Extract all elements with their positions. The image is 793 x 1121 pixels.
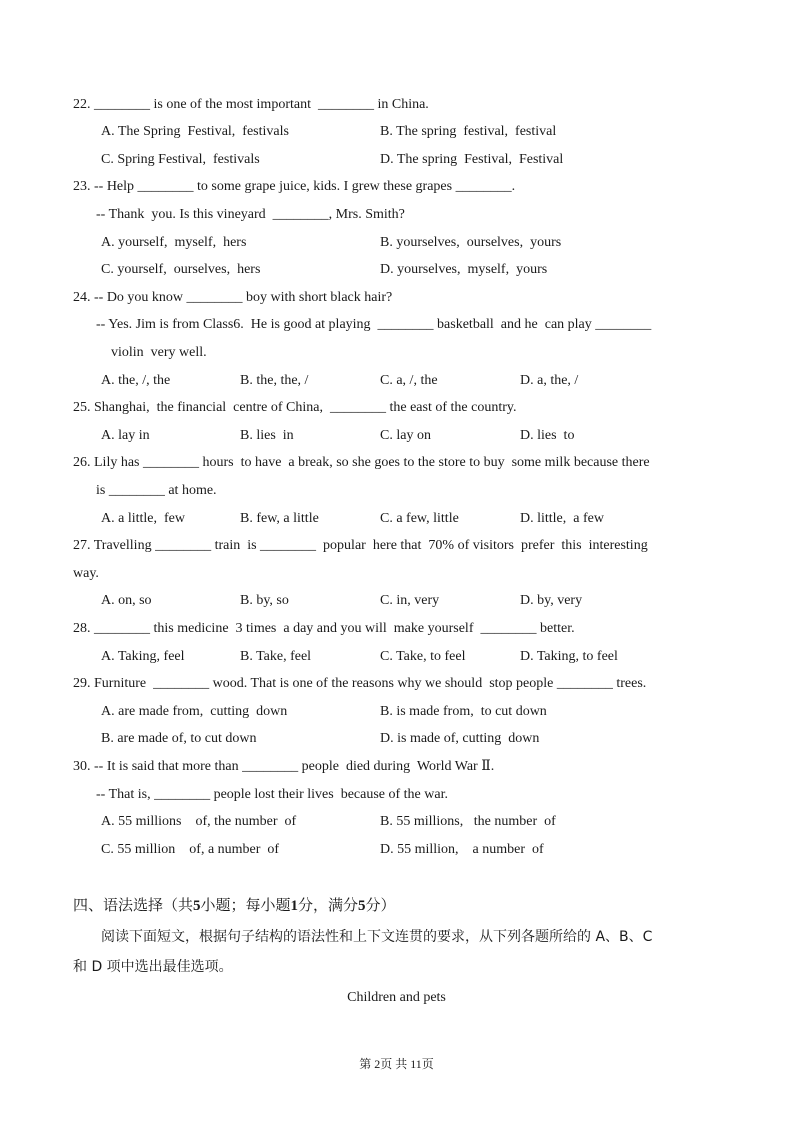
question-24-line3: violin very well. — [111, 345, 207, 360]
q29-option-a: A. are made from, cutting down — [101, 704, 288, 719]
question-22-stem: 22. ________ is one of the most important ________ in China. — [73, 97, 429, 112]
q24-option-b: B. the, the, / — [240, 373, 309, 388]
q23-option-c: C. yourself, ourselves, hers — [101, 262, 261, 277]
q29-option-c: B. are made of, to cut down — [101, 731, 257, 746]
question-24-line2: -- Yes. Jim is from Class6. He is good at playing ________ basketball and he can play ________ — [96, 317, 652, 332]
q28-option-c: C. Take, to feel — [380, 649, 466, 664]
question-29-stem: 29. Furniture ________ wood. That is one of the reasons why we should stop people ________ trees. — [73, 676, 647, 691]
q26-option-b: B. few, a little — [240, 511, 319, 526]
q23-option-d: D. yourselves, myself, yours — [380, 262, 548, 277]
q26-option-d: D. little, a few — [520, 511, 604, 526]
q22-option-b: B. The spring festival, festival — [380, 124, 557, 139]
q26-option-a: A. a little, few — [101, 511, 185, 526]
q23-option-a: A. yourself, myself, hers — [101, 235, 247, 250]
passage-title: Children and pets — [347, 990, 446, 1005]
question-23-stem: 23. -- Help ________ to some grape juice, kids. I grew these grapes ________. — [73, 179, 516, 194]
question-30-stem: 30. -- It is said that more than ________ people died during World War Ⅱ. — [73, 759, 495, 774]
q30-option-a: A. 55 millions of, the number of — [101, 814, 297, 829]
q27-option-c: C. in, very — [380, 593, 440, 608]
q25-option-a: A. lay in — [101, 428, 150, 443]
question-23-line2: -- Thank you. Is this vineyard ________, Mrs. Smith? — [96, 207, 405, 222]
section-heading — [73, 894, 396, 917]
section-instruction-line2: 和 D 项中选出最佳选项。 — [73, 959, 233, 975]
q23-option-b: B. yourselves, ourselves, yours — [380, 235, 562, 250]
question-25-stem: 25. Shanghai, the financial centre of China, ________ the east of the country. — [73, 400, 517, 415]
q22-option-c: C. Spring Festival, festivals — [101, 152, 260, 167]
question-26-line2: is ________ at home. — [96, 483, 217, 498]
q24-option-a: A. the, /, the — [101, 373, 171, 388]
q28-option-a: A. Taking, feel — [101, 649, 185, 664]
q22-option-d: D. The spring Festival, Festival — [380, 152, 564, 167]
section-heading-mid2: 分，满分 — [298, 896, 359, 914]
question-26-stem: 26. Lily has ________ hours to have a break, so she goes to the store to buy some milk because there — [73, 455, 650, 470]
q24-option-c: C. a, /, the — [380, 373, 438, 388]
section-heading-suffix: 分） — [365, 896, 396, 914]
q30-option-c: C. 55 million of, a number of — [101, 842, 280, 857]
section-heading-points-each: 1 — [290, 898, 299, 914]
q24-option-d: D. a, the, / — [520, 373, 579, 388]
q25-option-c: C. lay on — [380, 428, 431, 443]
q27-option-b: B. by, so — [240, 593, 289, 608]
q29-option-b: B. is made from, to cut down — [380, 704, 547, 719]
question-24-stem: 24. -- Do you know ________ boy with short black hair? — [73, 290, 393, 305]
q27-option-a: A. on, so — [101, 593, 152, 608]
question-27-line2: way. — [73, 566, 99, 581]
q25-option-b: B. lies in — [240, 428, 294, 443]
section-heading-mid: 小题；每小题 — [200, 896, 291, 914]
question-30-line2: -- That is, ________ people lost their lives because of the war. — [96, 787, 448, 802]
section-heading-total: 5 — [358, 898, 366, 914]
q26-option-c: C. a few, little — [380, 511, 459, 526]
q28-option-b: B. Take, feel — [240, 649, 312, 664]
q28-option-d: D. Taking, to feel — [520, 649, 618, 664]
page-footer: 第 2页 共 11页 — [359, 1057, 434, 1071]
q30-option-b: B. 55 millions, the number of — [380, 814, 556, 829]
section-instruction-line1: 阅读下面短文，根据句子结构的语法性和上下文连贯的要求，从下列各题所给的 A、B、C — [101, 929, 653, 945]
q29-option-d: D. is made of, cutting down — [380, 731, 540, 746]
section-heading-count: 5 — [193, 898, 201, 914]
question-28-stem: 28. ________ this medicine 3 times a day and you will make yourself ________ better. — [73, 621, 575, 636]
q22-option-a: A. The Spring Festival, festivals — [101, 124, 289, 139]
section-heading-prefix: 四、语法选择（共 — [73, 896, 194, 914]
q25-option-d: D. lies to — [520, 428, 575, 443]
q27-option-d: D. by, very — [520, 593, 583, 608]
q30-option-d: D. 55 million, a number of — [380, 842, 544, 857]
question-27-stem: 27. Travelling ________ train is ________ popular here that 70% of visitors prefer this interesting — [73, 538, 648, 553]
